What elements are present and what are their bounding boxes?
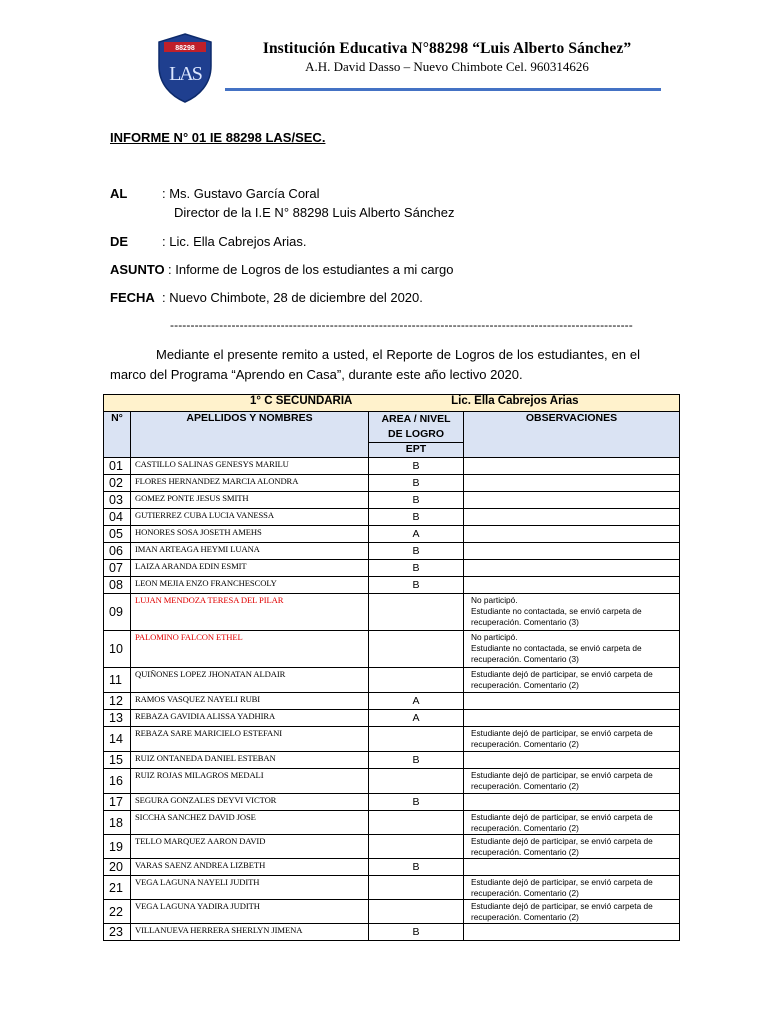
fecha-label: FECHA [110, 290, 155, 305]
table-header-row [104, 412, 680, 443]
student-name: VILLANUEVA HERRERA SHERLYN JIMENA [131, 924, 369, 941]
observation-line: No participó. [471, 595, 518, 605]
observation [464, 811, 680, 835]
achievement-level: B [369, 560, 464, 577]
achievement-level [369, 594, 464, 631]
al-value-2: Director de la I.E N° 88298 Luis Alberto Sánchez [174, 205, 455, 220]
separator-dashes: ----------------------------------------------------------------------------------------------------------------- [170, 318, 633, 332]
intro-text: Mediante el presente remito a usted, el Reporte de Logros de los estudiantes, en el marco del Programa “Aprendo en Casa”, durante este año lectivo 2020. [110, 347, 640, 382]
observation [464, 769, 680, 794]
table-row [104, 727, 680, 752]
observation [464, 752, 680, 769]
table-title-row [104, 395, 680, 412]
row-number: 09 [104, 594, 131, 631]
table-row [104, 560, 680, 577]
observation-line: recuperación. Comentario (2) [471, 847, 579, 857]
observation-line: Estudiante dejó de participar, se envió carpeta de [471, 812, 653, 822]
student-name: LAIZA ARANDA EDIN ESMIT [131, 560, 369, 577]
table-row [104, 668, 680, 693]
achievement-level [369, 727, 464, 752]
observation-line: Estudiante dejó de participar, se envió carpeta de [471, 728, 653, 738]
achievement-level: B [369, 475, 464, 492]
student-name: TELLO MARQUEZ AARON DAVID [131, 835, 369, 859]
row-number: 07 [104, 560, 131, 577]
observation [464, 543, 680, 560]
school-logo [155, 32, 215, 104]
student-name: REBAZA SARE MARICIELO ESTEFANI [131, 727, 369, 752]
table-row [104, 492, 680, 509]
col-header-ept: EPT [369, 443, 464, 458]
table-row [104, 859, 680, 876]
table-row [104, 526, 680, 543]
table-row [104, 509, 680, 526]
observation [464, 560, 680, 577]
table-row [104, 900, 680, 924]
row-number: 23 [104, 924, 131, 941]
row-number: 17 [104, 794, 131, 811]
asunto-value: : Informe de Logros de los estudiantes a mi cargo [168, 262, 454, 277]
row-number: 03 [104, 492, 131, 509]
observation-line: recuperación. Comentario (3) [471, 654, 579, 664]
observation [464, 835, 680, 859]
table-row [104, 811, 680, 835]
col-header-area [369, 412, 464, 443]
intro-paragraph [110, 345, 640, 385]
observation [464, 710, 680, 727]
row-number: 06 [104, 543, 131, 560]
observation [464, 475, 680, 492]
row-number: 20 [104, 859, 131, 876]
grades-table-body [104, 395, 680, 941]
table-row [104, 794, 680, 811]
table-row [104, 577, 680, 594]
row-number: 05 [104, 526, 131, 543]
student-name: SICCHA SANCHEZ DAVID JOSE [131, 811, 369, 835]
al-value: : Ms. Gustavo García Coral [162, 186, 320, 201]
student-name: CASTILLO SALINAS GENESYS MARILU [131, 458, 369, 475]
achievement-level: B [369, 492, 464, 509]
al-label: AL [110, 186, 128, 201]
achievement-level: B [369, 458, 464, 475]
de-value: : Lic. Ella Cabrejos Arias. [162, 234, 307, 249]
observation [464, 458, 680, 475]
row-number: 16 [104, 769, 131, 794]
student-name: LUJAN MENDOZA TERESA DEL PILAR [131, 594, 369, 631]
observation-line: recuperación. Comentario (2) [471, 823, 579, 833]
row-number: 04 [104, 509, 131, 526]
row-number: 12 [104, 693, 131, 710]
observation-line: Estudiante dejó de participar, se envió carpeta de [471, 770, 653, 780]
observation-line: Estudiante no contactada, se envió carpeta de [471, 606, 642, 616]
observation [464, 526, 680, 543]
grades-table [103, 394, 680, 941]
observation-line: Estudiante dejó de participar, se envió carpeta de [471, 901, 653, 911]
logo-letters: LAS [169, 63, 201, 85]
achievement-level: B [369, 794, 464, 811]
observation [464, 668, 680, 693]
row-number: 13 [104, 710, 131, 727]
student-name: FLORES HERNANDEZ MARCIA ALONDRA [131, 475, 369, 492]
achievement-level: B [369, 752, 464, 769]
achievement-level: B [369, 859, 464, 876]
table-row [104, 594, 680, 631]
observation [464, 900, 680, 924]
student-name: IMAN ARTEAGA HEYMI LUANA [131, 543, 369, 560]
observation [464, 631, 680, 668]
row-number: 02 [104, 475, 131, 492]
observation-line: recuperación. Comentario (2) [471, 781, 579, 791]
student-name: HONORES SOSA JOSETH AMEHS [131, 526, 369, 543]
table-row [104, 693, 680, 710]
observation-line: recuperación. Comentario (3) [471, 617, 579, 627]
table-row [104, 876, 680, 900]
col-header-area-2: DE LOGRO [387, 428, 444, 440]
student-name: VEGA LAGUNA YADIRA JUDITH [131, 900, 369, 924]
grade-section: 1° C SECUNDARIA [250, 395, 352, 407]
observation [464, 509, 680, 526]
achievement-level: A [369, 693, 464, 710]
achievement-level: A [369, 710, 464, 727]
table-row [104, 475, 680, 492]
table-title-cell [104, 395, 680, 412]
observation [464, 876, 680, 900]
row-number: 01 [104, 458, 131, 475]
row-number: 10 [104, 631, 131, 668]
achievement-level [369, 811, 464, 835]
student-name: VEGA LAGUNA NAYELI JUDITH [131, 876, 369, 900]
observation-line: Estudiante dejó de participar, se envió carpeta de [471, 877, 653, 887]
institution-address: A.H. David Dasso – Nuevo Chimbote Cel. 960314626 [305, 59, 589, 74]
observation [464, 859, 680, 876]
table-row [104, 631, 680, 668]
achievement-level [369, 876, 464, 900]
table-row [104, 835, 680, 859]
de-label: DE [110, 234, 129, 249]
student-name: VARAS SAENZ ANDREA LIZBETH [131, 859, 369, 876]
observation-line: recuperación. Comentario (2) [471, 739, 579, 749]
row-number: 19 [104, 835, 131, 859]
row-number: 22 [104, 900, 131, 924]
row-number: 18 [104, 811, 131, 835]
observation-line: recuperación. Comentario (2) [471, 888, 579, 898]
header-rule [225, 88, 661, 91]
achievement-level [369, 900, 464, 924]
col-header-n: N° [104, 412, 131, 458]
achievement-level: A [369, 526, 464, 543]
student-name: RAMOS VASQUEZ NAYELI RUBI [131, 693, 369, 710]
row-number: 14 [104, 727, 131, 752]
row-number: 15 [104, 752, 131, 769]
table-row [104, 543, 680, 560]
table-row [104, 458, 680, 475]
achievement-level: B [369, 509, 464, 526]
observation [464, 693, 680, 710]
observation-line: recuperación. Comentario (2) [471, 680, 579, 690]
student-name: PALOMINO FALCON ETHEL [131, 631, 369, 668]
observation [464, 924, 680, 941]
student-name: RUIZ ONTANEDA DANIEL ESTEBAN [131, 752, 369, 769]
observation-line: No participó. [471, 632, 518, 642]
achievement-level [369, 631, 464, 668]
achievement-level [369, 769, 464, 794]
col-header-area-1: AREA / NIVEL [381, 413, 451, 425]
teacher-name: Lic. Ella Cabrejos Arias [451, 395, 579, 407]
student-name: QUIÑONES LOPEZ JHONATAN ALDAIR [131, 668, 369, 693]
col-header-name: APELLIDOS Y NOMBRES [131, 412, 369, 458]
observation [464, 594, 680, 631]
achievement-level: B [369, 577, 464, 594]
achievement-level [369, 835, 464, 859]
row-number: 08 [104, 577, 131, 594]
achievement-level: B [369, 924, 464, 941]
logo-number: 88298 [175, 45, 195, 52]
observation-line: Estudiante dejó de participar, se envió carpeta de [471, 669, 653, 679]
table-row [104, 752, 680, 769]
achievement-level [369, 668, 464, 693]
observation-line: Estudiante no contactada, se envió carpeta de [471, 643, 642, 653]
fecha-value: : Nuevo Chimbote, 28 de diciembre del 2020. [162, 290, 423, 305]
student-name: GUTIERREZ CUBA LUCIA VANESSA [131, 509, 369, 526]
observation [464, 492, 680, 509]
student-name: GOMEZ PONTE JESUS SMITH [131, 492, 369, 509]
observation-line: recuperación. Comentario (2) [471, 912, 579, 922]
student-name: RUIZ ROJAS MILAGROS MEDALI [131, 769, 369, 794]
row-number: 11 [104, 668, 131, 693]
observation-line: Estudiante dejó de participar, se envió carpeta de [471, 836, 653, 846]
table-row [104, 769, 680, 794]
informe-title: INFORME N° 01 IE 88298 LAS/SEC. [110, 130, 326, 145]
col-header-obs: OBSERVACIONES [464, 412, 680, 458]
observation [464, 577, 680, 594]
institution-name: Institución Educativa N°88298 “Luis Alberto Sánchez” [262, 40, 632, 57]
student-name: REBAZA GAVIDIA ALISSA YADHIRA [131, 710, 369, 727]
table-row [104, 924, 680, 941]
student-name: LEON MEJIA ENZO FRANCHESCOLY [131, 577, 369, 594]
observation [464, 794, 680, 811]
row-number: 21 [104, 876, 131, 900]
table-row [104, 710, 680, 727]
observation [464, 727, 680, 752]
student-name: SEGURA GONZALES DEYVI VICTOR [131, 794, 369, 811]
achievement-level: B [369, 543, 464, 560]
asunto-label: ASUNTO [110, 262, 165, 277]
